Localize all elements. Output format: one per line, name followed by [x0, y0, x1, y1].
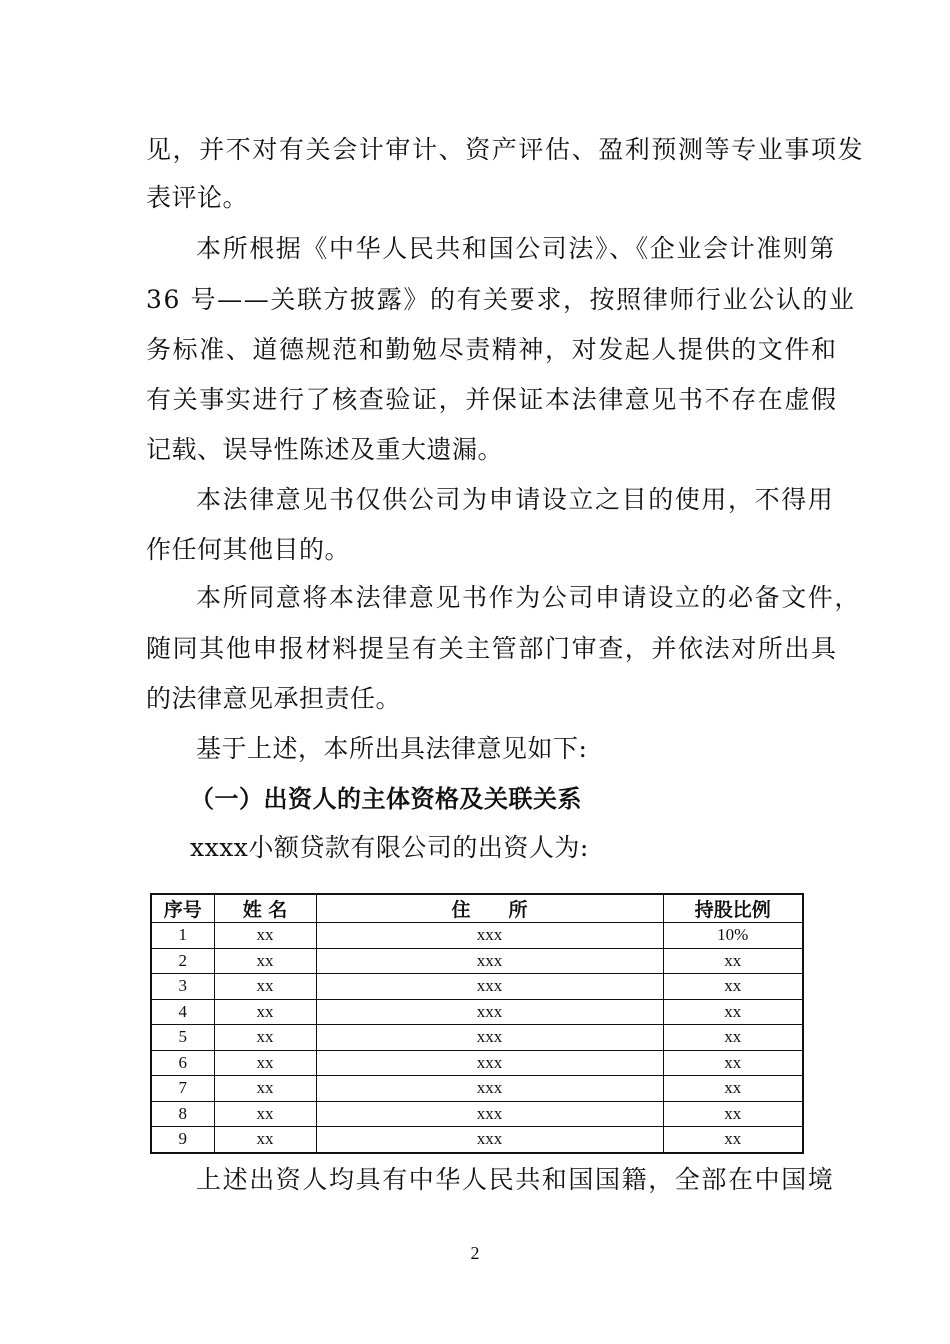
- cell-share-ratio: xx: [663, 1127, 803, 1153]
- table-row: [151, 974, 803, 1000]
- cell-seq: 8: [151, 1101, 214, 1127]
- paragraph-line: 记载、误导性陈述及重大遗漏。: [146, 435, 504, 464]
- cell-address: xxx: [316, 974, 663, 1000]
- header-name: 姓 名: [214, 894, 316, 923]
- paragraph-line: 有关事实进行了核查验证，并保证本法律意见书不存在虚假: [146, 385, 838, 414]
- page-number: 2: [470, 1243, 480, 1263]
- cell-share-ratio: xx: [663, 999, 803, 1025]
- header-seq: 序号: [151, 894, 214, 923]
- cell-seq: 2: [151, 948, 214, 974]
- cell-name: xx: [214, 1025, 316, 1051]
- paragraph-line: 36 号——关联方披露》的有关要求，按照律师行业公认的业: [146, 285, 856, 314]
- paragraph-line: 见，并不对有关会计审计、资产评估、盈利预测等专业事项发: [146, 135, 865, 164]
- table-row: [151, 1101, 803, 1127]
- table-row: [151, 1127, 803, 1153]
- table-header-row: [151, 894, 803, 923]
- paragraph-line: 作任何其他目的。: [146, 535, 351, 564]
- cell-share-ratio: xx: [663, 1101, 803, 1127]
- paragraph-line: 表评论。: [146, 183, 249, 212]
- cell-address: xxx: [316, 1127, 663, 1153]
- table-row: [151, 1025, 803, 1051]
- paragraph-line: 务标准、道德规范和勤勉尽责精神，对发起人提供的文件和: [146, 335, 838, 364]
- cell-name: xx: [214, 1050, 316, 1076]
- cell-seq: 5: [151, 1025, 214, 1051]
- table-row: [151, 999, 803, 1025]
- cell-name: xx: [214, 948, 316, 974]
- cell-name: xx: [214, 1127, 316, 1153]
- paragraph-line: 本法律意见书仅供公司为申请设立之目的使用，不得用: [196, 485, 835, 514]
- table-row: [151, 1076, 803, 1102]
- paragraph-line: 本所根据《中华人民共和国公司法》、《企业会计准则第: [196, 234, 837, 263]
- paragraph-line: 上述出资人均具有中华人民共和国国籍，全部在中国境: [196, 1165, 835, 1194]
- paragraph-line: 随同其他申报材料提呈有关主管部门审查，并依法对所出具: [146, 634, 838, 663]
- table-intro: xxxx小额贷款有限公司的出资人为:: [190, 833, 589, 862]
- header-address: 住 所: [316, 894, 663, 923]
- cell-address: xxx: [316, 923, 663, 949]
- cell-name: xx: [214, 1101, 316, 1127]
- table-row: [151, 948, 803, 974]
- cell-share-ratio: xx: [663, 948, 803, 974]
- cell-name: xx: [214, 1076, 316, 1102]
- cell-share-ratio: 10%: [663, 923, 803, 949]
- section-heading: （一）出资人的主体资格及关联关系: [190, 785, 582, 813]
- cell-seq: 4: [151, 999, 214, 1025]
- paragraph-line: 的法律意见承担责任。: [146, 684, 402, 713]
- cell-seq: 9: [151, 1127, 214, 1153]
- cell-address: xxx: [316, 1076, 663, 1102]
- cell-name: xx: [214, 974, 316, 1000]
- cell-seq: 7: [151, 1076, 214, 1102]
- cell-address: xxx: [316, 999, 663, 1025]
- cell-seq: 3: [151, 974, 214, 1000]
- table-row: [151, 1050, 803, 1076]
- cell-name: xx: [214, 999, 316, 1025]
- paragraph-line: 本所同意将本法律意见书作为公司申请设立的必备文件，: [196, 583, 862, 612]
- cell-address: xxx: [316, 948, 663, 974]
- cell-seq: 1: [151, 923, 214, 949]
- cell-address: xxx: [316, 1025, 663, 1051]
- shareholder-table: [150, 893, 804, 1154]
- cell-name: xx: [214, 923, 316, 949]
- cell-share-ratio: xx: [663, 974, 803, 1000]
- cell-share-ratio: xx: [663, 1050, 803, 1076]
- cell-seq: 6: [151, 1050, 214, 1076]
- paragraph-line: 基于上述，本所出具法律意见如下:: [196, 734, 588, 763]
- cell-address: xxx: [316, 1101, 663, 1127]
- table-row: [151, 923, 803, 949]
- cell-address: xxx: [316, 1050, 663, 1076]
- cell-share-ratio: xx: [663, 1076, 803, 1102]
- cell-share-ratio: xx: [663, 1025, 803, 1051]
- header-share-ratio: 持股比例: [663, 894, 803, 923]
